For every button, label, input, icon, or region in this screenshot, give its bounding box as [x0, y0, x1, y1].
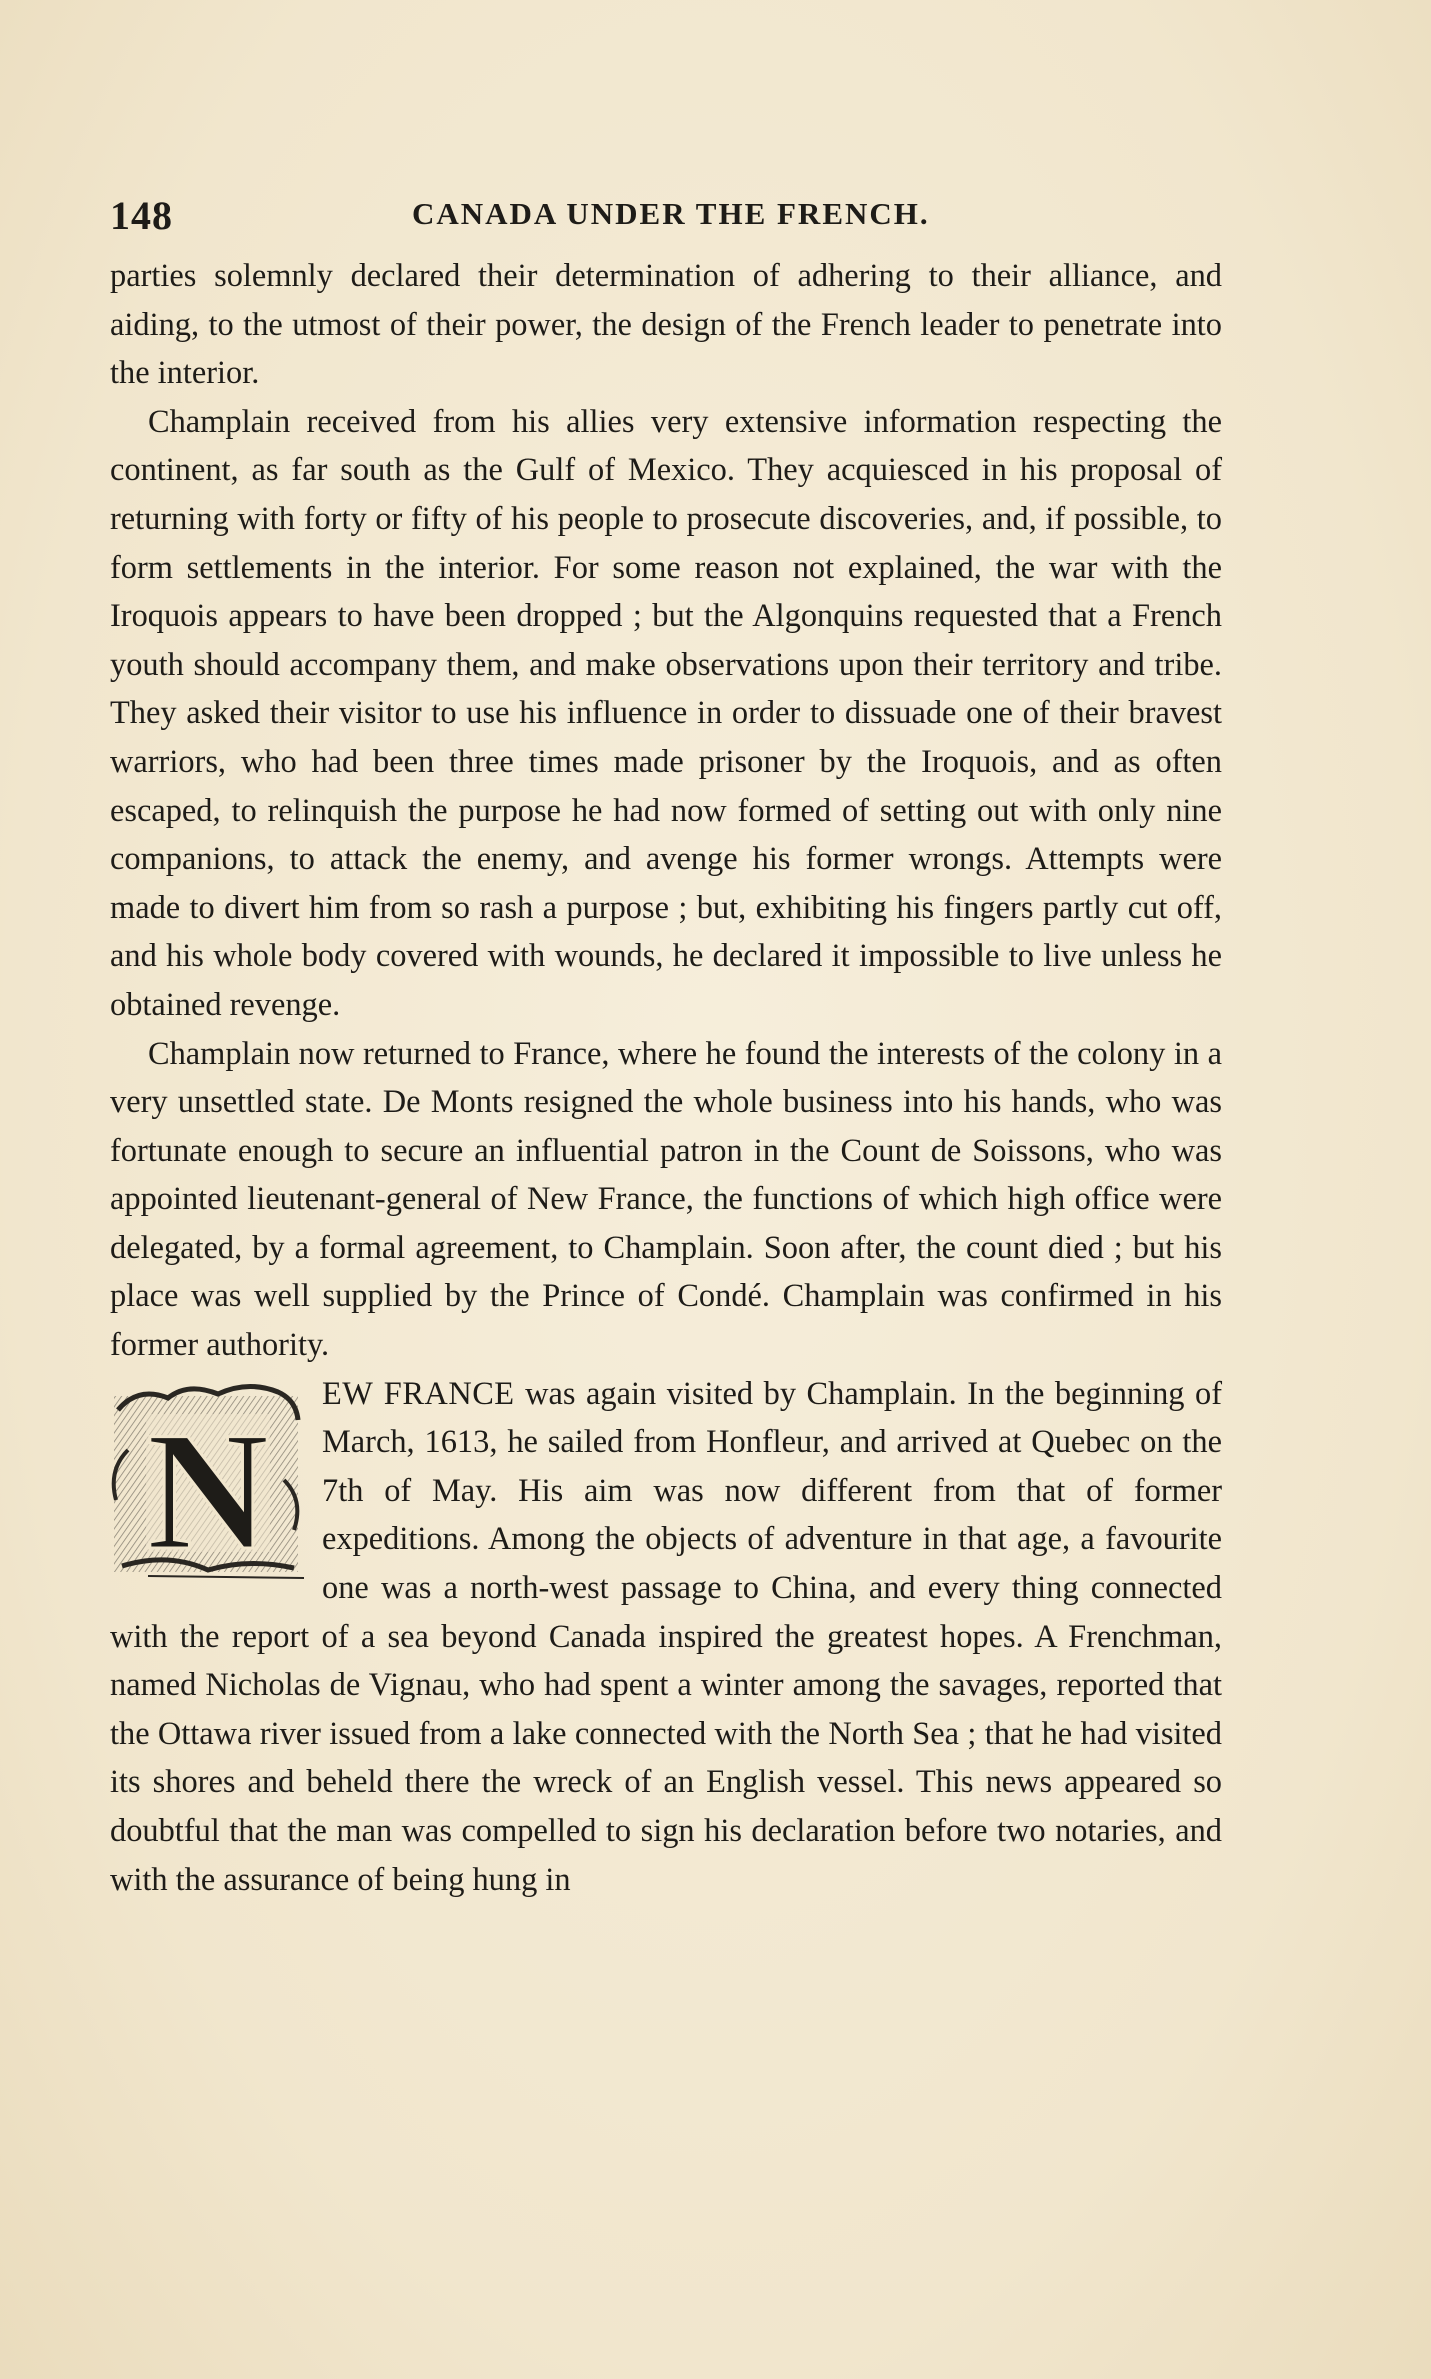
- paragraph-new-france-text: was again visited by Champlain. In the beginning of March, 1613, he sailed from Honfleur, and arrived at Quebec on the 7th of May. His aim was now different from that of former expeditions. Among the objects of adventure in that age, a favourite one was a north-west passage to China, and every thing connected with the report of a sea beyond Canada inspired the greatest hopes. A Frenchman, named Nicholas de Vignau, who had spent a winter among the savages, reported that the Ottawa river issued from a lake connected with the North Sea ; that he had visited its shores and beheld there the wreck of an English vessel. This news appeared so doubtful that the man was compelled to sign his declaration before two notaries, and with the assurance of being hung in: [110, 1375, 1222, 1898]
- engraved-foliage-ornament: [108, 1380, 304, 1582]
- paragraph-new-france: [110, 1370, 1222, 1905]
- dropcap-letter: N: [146, 1396, 270, 1582]
- dropcap-word-rest: EW FRANCE: [322, 1375, 515, 1412]
- page-number: 148: [110, 193, 173, 238]
- paragraph-return-to-france: Champlain now returned to France, where he found the interests of the colony in a very unsettled state. De Monts resigned the whole business into his hands, who was fortunate enough to secure an influential patron in the Count de Soissons, who was appointed lieutenant-general of New France, the functions of which high office were delegated, by a formal agreement, to Champlain. Soon after, the count died ; but his place was well supplied by the Prince of Condé. Champlain was confirmed in his former authority.: [110, 1035, 1222, 1364]
- page-header: [110, 192, 1222, 242]
- decorated-initial-n: [108, 1380, 304, 1582]
- body-text: [110, 252, 1222, 1904]
- paragraph-champlain-allies: Champlain received from his allies very extensive information respecting the continent, as far south as the Gulf of Mexico. They acquiesced in his proposal of returning with forty or fifty of his people to prosecute discoveries, and, if possible, to form settlements in the interior. For some reason not explained, the war with the Iroquois appears to have been dropped ; but the Algonquins requested that a French youth should accompany them, and make observations upon their territory and tribe. They asked their visitor to use his influence in order to dissuade one of their bravest warriors, who had been three times made prisoner by the Iroquois, and as often escaped, to relinquish the purpose he had now formed of setting out with only nine companions, to attack the enemy, and avenge his former wrongs. Attempts were made to divert him from so rash a purpose ; but, exhibiting his fingers partly cut off, and his whole body covered with wounds, he declared it impossible to live unless he obtained revenge.: [110, 403, 1222, 1023]
- running-title: CANADA UNDER THE FRENCH.: [412, 196, 930, 231]
- paragraph-continued: parties solemnly declared their determination of adhering to their alliance, and aiding, to the utmost of their power, the design of the French leader to penetrate into the interior.: [110, 258, 1222, 392]
